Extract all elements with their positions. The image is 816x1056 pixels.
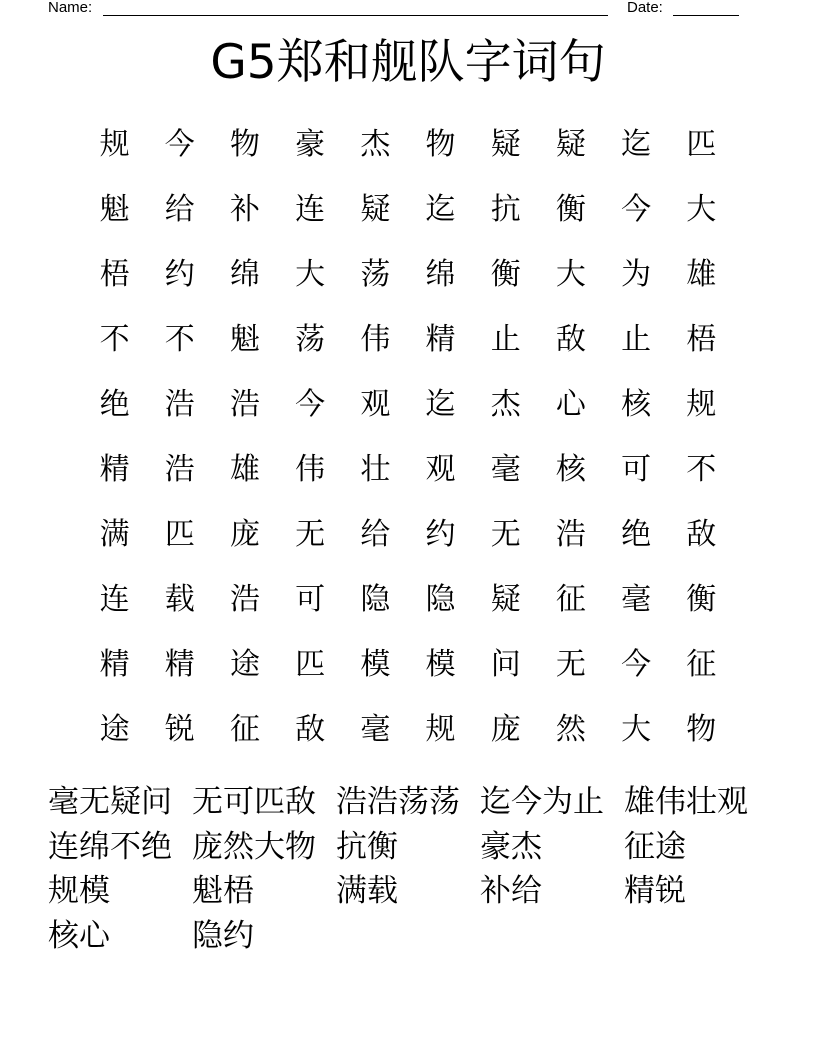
grid-row [82,372,734,437]
header-line [48,0,748,18]
grid-row [82,697,734,762]
grid-cell: 无 [295,517,326,552]
grid-cell: 物 [686,712,717,747]
word-bank-item: 豪杰 [480,828,542,865]
grid-cell: 征 [229,712,260,747]
word-bank-item: 抗衡 [336,828,398,865]
grid-cell: 衡 [686,582,717,617]
date-label: Date: [627,0,663,16]
grid-cell: 毫 [621,582,652,617]
word-bank-item: 隐约 [192,917,254,954]
grid-cell: 不 [686,452,717,487]
grid-cell: 规 [686,387,717,422]
grid-cell: 模 [425,647,456,682]
grid-cell: 连 [295,192,326,227]
grid-cell: 途 [99,712,130,747]
grid-cell: 精 [99,647,130,682]
word-bank-item: 庞然大物 [192,828,316,865]
grid-cell: 敌 [555,322,586,357]
grid-cell: 不 [164,322,195,357]
grid-cell: 庞 [229,517,260,552]
date-blank-line [673,15,739,16]
grid-cell: 观 [425,452,456,487]
grid-cell: 征 [555,582,586,617]
grid-cell: 庞 [490,712,521,747]
word-bank-item: 毫无疑问 [48,784,172,820]
grid-cell: 壮 [360,452,391,487]
grid-cell: 迄 [425,387,456,422]
grid-cell: 匹 [164,517,195,552]
grid-cell: 连 [99,582,130,617]
grid-cell: 绵 [425,257,456,292]
grid-cell: 匹 [295,647,326,682]
grid-cell: 精 [99,452,130,487]
grid-cell: 衡 [490,257,521,292]
grid-cell: 载 [164,582,195,617]
grid-cell: 模 [360,647,391,682]
grid-row [82,632,734,697]
grid-cell: 衡 [555,192,586,227]
word-bank-item: 无可匹敌 [192,784,316,820]
grid-cell: 匹 [686,127,717,162]
grid-cell: 疑 [490,582,521,617]
word-bank-item: 迄今为止 [480,784,604,820]
grid-cell: 今 [621,192,652,227]
grid-cell: 核 [555,452,586,487]
grid-cell: 今 [621,647,652,682]
grid-cell: 途 [229,647,260,682]
grid-cell: 杰 [360,127,391,162]
grid-cell: 今 [295,387,326,422]
word-bank-item: 核心 [48,917,110,954]
grid-cell: 约 [164,257,195,292]
grid-cell: 补 [229,192,260,227]
word-bank-item: 征途 [624,828,686,865]
grid-cell: 伟 [295,452,326,487]
grid-cell: 大 [295,257,326,292]
grid-row [82,112,734,177]
grid-cell: 给 [164,192,195,227]
name-blank-line [103,15,608,16]
grid-cell: 绵 [229,257,260,292]
grid-row [82,177,734,242]
grid-cell: 杰 [490,387,521,422]
word-bank-item: 魁梧 [192,873,254,909]
grid-cell: 可 [621,452,652,487]
grid-cell: 浩 [164,387,195,422]
grid-cell: 迄 [425,192,456,227]
grid-cell: 止 [621,322,652,357]
grid-cell: 敌 [295,712,326,747]
grid-cell: 物 [425,127,456,162]
grid-cell: 隐 [360,582,391,617]
grid-cell: 雄 [229,452,260,487]
name-label: Name: [48,0,93,16]
word-bank [48,780,768,958]
grid-cell: 不 [99,322,130,357]
grid-cell: 无 [490,517,521,552]
grid-cell: 可 [295,582,326,617]
grid-cell: 锐 [164,712,195,747]
character-grid [82,112,734,762]
grid-cell: 毫 [360,712,391,747]
grid-row [82,567,734,632]
grid-cell: 核 [621,387,652,422]
grid-cell: 隐 [425,582,456,617]
grid-cell: 规 [425,712,456,747]
grid-cell: 今 [164,127,195,162]
grid-cell: 疑 [555,127,586,162]
grid-cell: 魁 [99,192,130,227]
grid-cell: 大 [621,712,652,747]
word-bank-item: 连绵不绝 [48,828,172,865]
grid-cell: 疑 [490,127,521,162]
grid-cell: 精 [164,647,195,682]
grid-cell: 无 [555,647,586,682]
word-bank-item: 规模 [48,873,110,909]
grid-cell: 给 [360,517,391,552]
grid-cell: 大 [686,192,717,227]
word-bank-item: 满载 [336,873,398,909]
grid-row [82,307,734,372]
grid-cell: 精 [425,322,456,357]
word-bank-item: 雄伟壮观 [624,784,748,820]
grid-cell: 荡 [295,322,326,357]
word-bank-item: 精锐 [624,873,686,909]
grid-cell: 雄 [686,257,717,292]
grid-cell: 浩 [229,582,260,617]
grid-cell: 伟 [360,322,391,357]
grid-cell: 梧 [686,322,717,357]
grid-cell: 约 [425,517,456,552]
page-title: G5郑和舰队字词句 [210,35,606,90]
grid-cell: 迄 [621,127,652,162]
grid-cell: 大 [555,257,586,292]
grid-cell: 敌 [686,517,717,552]
grid-cell: 规 [99,127,130,162]
grid-row [82,437,734,502]
word-bank-item: 补给 [480,873,542,909]
word-bank-item: 浩浩荡荡 [336,784,460,820]
grid-cell: 物 [229,127,260,162]
grid-cell: 疑 [360,192,391,227]
grid-cell: 浩 [555,517,586,552]
grid-cell: 征 [686,647,717,682]
grid-cell: 满 [99,517,130,552]
grid-cell: 荡 [360,257,391,292]
grid-cell: 魁 [229,322,260,357]
grid-row [82,502,734,567]
grid-cell: 豪 [295,127,326,162]
grid-cell: 抗 [490,192,521,227]
grid-cell: 为 [621,257,652,292]
grid-cell: 梧 [99,257,130,292]
grid-cell: 浩 [229,387,260,422]
grid-cell: 心 [555,387,586,422]
grid-cell: 绝 [621,517,652,552]
grid-cell: 止 [490,322,521,357]
grid-cell: 绝 [99,387,130,422]
grid-cell: 问 [490,647,521,682]
grid-cell: 观 [360,387,391,422]
grid-cell: 浩 [164,452,195,487]
grid-row [82,242,734,307]
grid-cell: 然 [555,712,586,747]
grid-cell: 毫 [490,452,521,487]
